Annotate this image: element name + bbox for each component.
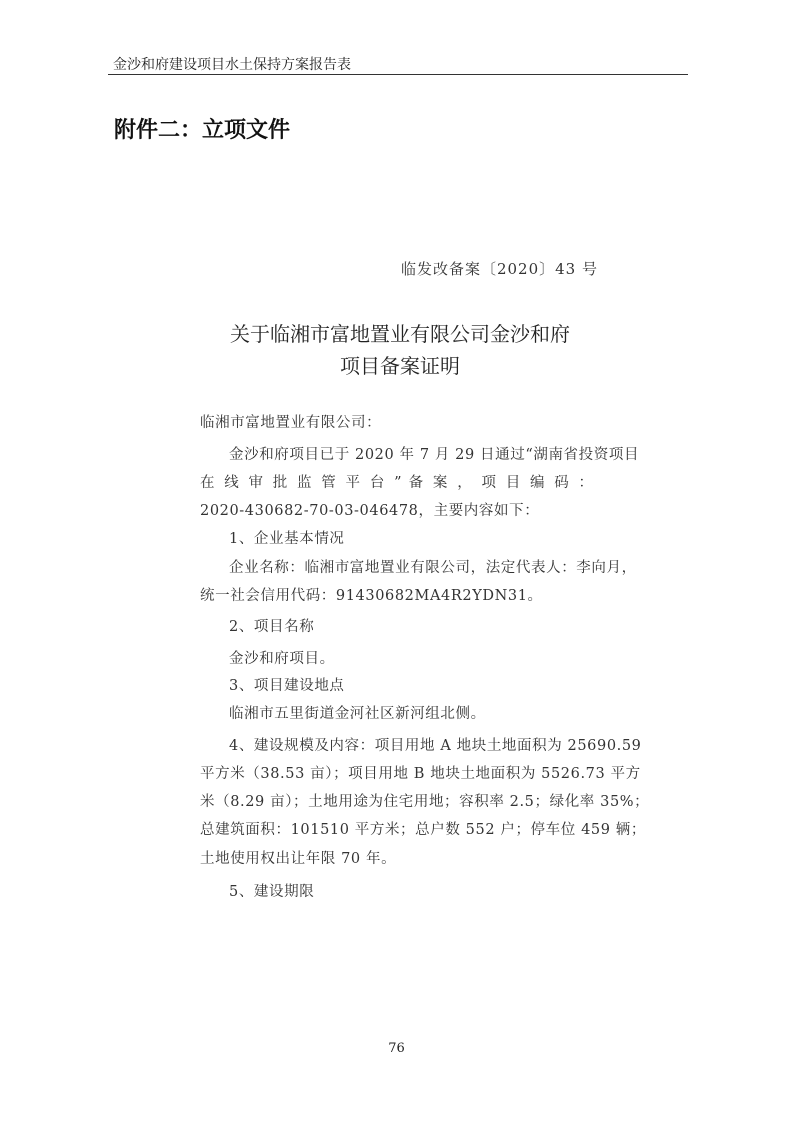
header-title: 金沙和府建设项目水土保持方案报告表 [113,57,351,73]
body-line: 企业名称：临湘市富地置业有限公司，法定代表人：李向月， [229,560,637,576]
document-heading-line-1: 关于临湘市富地置业有限公司金沙和府 [230,322,570,346]
attachment-title: 附件二：立项文件 [114,118,291,143]
page-number: 76 [388,1041,405,1056]
body-line: 临湘市五里街道金河社区新河组北侧。 [229,706,486,722]
section-heading: 2、项目名称 [229,619,315,635]
header-divider [108,74,688,75]
body-line: 金沙和府项目。 [229,651,335,667]
body-line: 米（8.29 亩）；土地用途为住宅用地；容积率 2.5；绿化率 35%； [200,794,650,810]
addressee: 临湘市富地置业有限公司： [200,415,382,431]
document-number: 临发改备案〔2020〕43 号 [400,260,598,278]
body-line: 土地使用权出让年限 70 年。 [200,851,397,867]
body-line: 平方米（38.53 亩）；项目用地 B 地块土地面积为 5526.73 平方 [200,766,641,782]
section-heading: 1、企业基本情况 [229,531,345,547]
body-line: 统一社会信用代码：91430682MA4R2YDN31。 [200,588,543,604]
document-heading-line-2: 项目备案证明 [340,354,460,378]
section-heading: 4、建设规模及内容：项目用地 A 地块土地面积为 25690.59 [229,738,642,754]
section-heading: 3、项目建设地点 [229,678,345,694]
body-line: 总建筑面积：101510 平方米；总户数 552 户；停车位 459 辆； [200,822,646,838]
body-line: 在 线 审 批 监 管 平 台 ” 备 案 ， 项 目 编 码 ： [200,475,593,491]
section-heading: 5、建设期限 [229,884,315,900]
body-line: 金沙和府项目已于 2020 年 7 月 29 日通过“湖南省投资项目 [229,447,640,463]
body-line: 2020-430682-70-03-046478，主要内容如下： [200,503,540,519]
